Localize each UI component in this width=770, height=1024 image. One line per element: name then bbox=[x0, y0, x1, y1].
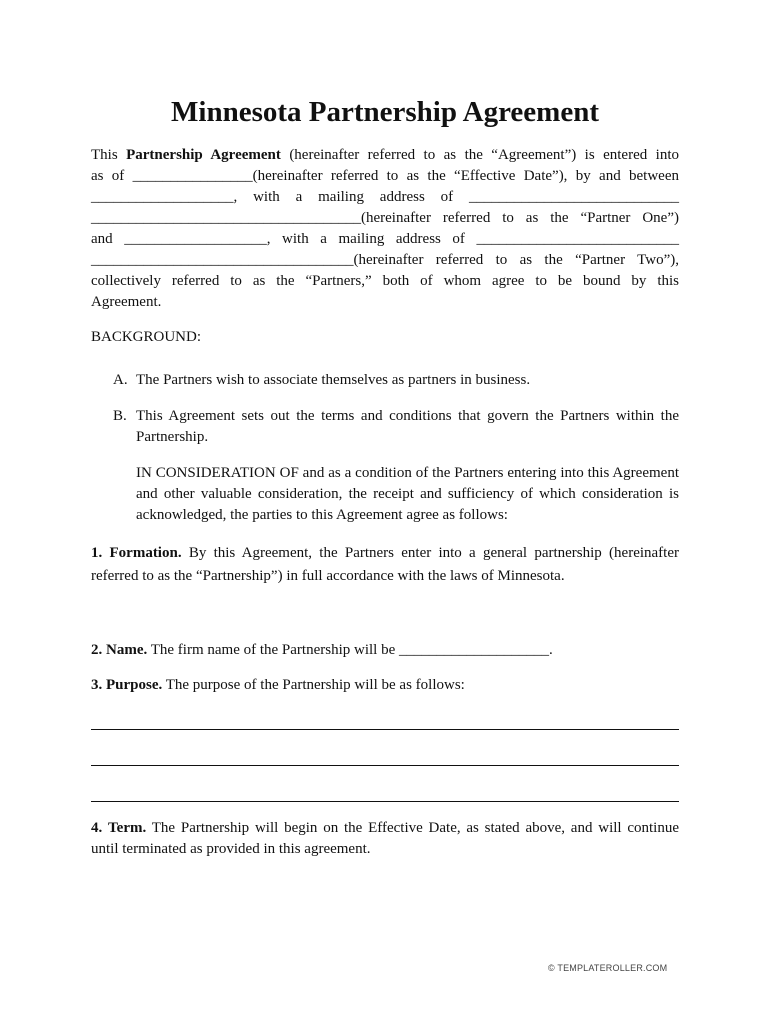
section-text: The firm name of the Partnership will be bbox=[147, 642, 399, 658]
firm-name-blank: ____________________ bbox=[399, 642, 549, 658]
intro-line bbox=[91, 187, 679, 208]
partner-one-address-blank: ____________________________ bbox=[469, 189, 679, 205]
intro-text: , with a mailing address of bbox=[266, 231, 477, 247]
section-heading: Purpose. bbox=[106, 677, 163, 693]
intro-line: Agreement. bbox=[91, 294, 162, 310]
consideration-paragraph: IN CONSIDERATION OF and as a condition of the Partners entering into this Agreement and other valuable consideration, the receipt and sufficiency of which consideration is acknowledged, the parties to this Agreement agree as follows: bbox=[136, 465, 679, 523]
intro-text: (hereinafter referred to as the “Agreement”) is entered into bbox=[280, 147, 679, 163]
intro-text: , with a mailing address of bbox=[233, 189, 469, 205]
section-text: By this Agreement, the Partners enter into a general partnership (hereinafter referred to as the “Partnership”) in full accordance with the laws of Minnesota. bbox=[91, 545, 680, 584]
section-heading: Name. bbox=[106, 642, 148, 658]
agreement-bold-term: Partnership Agreement bbox=[126, 147, 281, 163]
intro-text: This bbox=[91, 147, 127, 163]
section-purpose bbox=[91, 675, 679, 696]
footer-copyright: © TEMPLATEROLLER.COM bbox=[548, 963, 668, 973]
section-text: The Partnership will begin on the Effective Date, as stated above, and will continue until terminated as provided in this agreement. bbox=[91, 820, 680, 857]
section-number: 4. bbox=[91, 820, 103, 836]
intro-text: (hereinafter referred to as the “Effective Date”), by and between bbox=[252, 168, 679, 184]
purpose-blank-line bbox=[91, 729, 679, 730]
partner-one-name-blank: ___________________ bbox=[91, 189, 234, 205]
intro-paragraph bbox=[91, 145, 679, 313]
intro-text: as of bbox=[91, 168, 133, 184]
intro-text: (hereinafter referred to as the “Partner One”) bbox=[361, 210, 679, 226]
intro-line bbox=[91, 166, 679, 187]
background-heading: BACKGROUND: bbox=[91, 329, 202, 345]
list-item-text: The Partners wish to associate themselves as partners in business. bbox=[136, 372, 531, 388]
intro-line bbox=[91, 145, 679, 166]
effective-date-blank: ________________ bbox=[132, 168, 253, 184]
partner-two-address-blank: ___________________________ bbox=[476, 231, 679, 247]
intro-line bbox=[91, 250, 679, 271]
section-formation bbox=[91, 542, 679, 587]
intro-line bbox=[91, 229, 679, 250]
list-item-text: This Agreement sets out the terms and conditions that govern the Partners within the Partnership. bbox=[136, 408, 679, 445]
section-number: 2. bbox=[91, 642, 103, 658]
intro-line: collectively referred to as the “Partners,” both of whom agree to be bound by this bbox=[91, 273, 679, 289]
section-name bbox=[91, 640, 679, 661]
list-marker: A. bbox=[113, 372, 128, 388]
section-text-tail: . bbox=[549, 642, 553, 658]
partner-two-address-blank-2: ___________________________________ bbox=[91, 252, 354, 268]
section-heading: Formation. bbox=[109, 545, 182, 561]
intro-text: and bbox=[91, 231, 125, 247]
section-heading: Term. bbox=[108, 820, 147, 836]
purpose-blank-line bbox=[91, 765, 679, 766]
intro-text: (hereinafter referred to as the “Partner Two”), bbox=[353, 252, 679, 268]
purpose-blank-line bbox=[91, 801, 679, 802]
document-title: Minnesota Partnership Agreement bbox=[171, 96, 599, 128]
intro-line bbox=[91, 208, 679, 229]
section-number: 3. bbox=[91, 677, 103, 693]
partner-two-name-blank: ___________________ bbox=[124, 231, 267, 247]
partner-one-address-blank-2: ____________________________________ bbox=[91, 210, 361, 226]
section-number: 1. bbox=[91, 545, 103, 561]
list-marker: B. bbox=[113, 408, 127, 424]
section-term bbox=[91, 818, 679, 860]
section-text: The purpose of the Partnership will be as follows: bbox=[162, 677, 465, 693]
